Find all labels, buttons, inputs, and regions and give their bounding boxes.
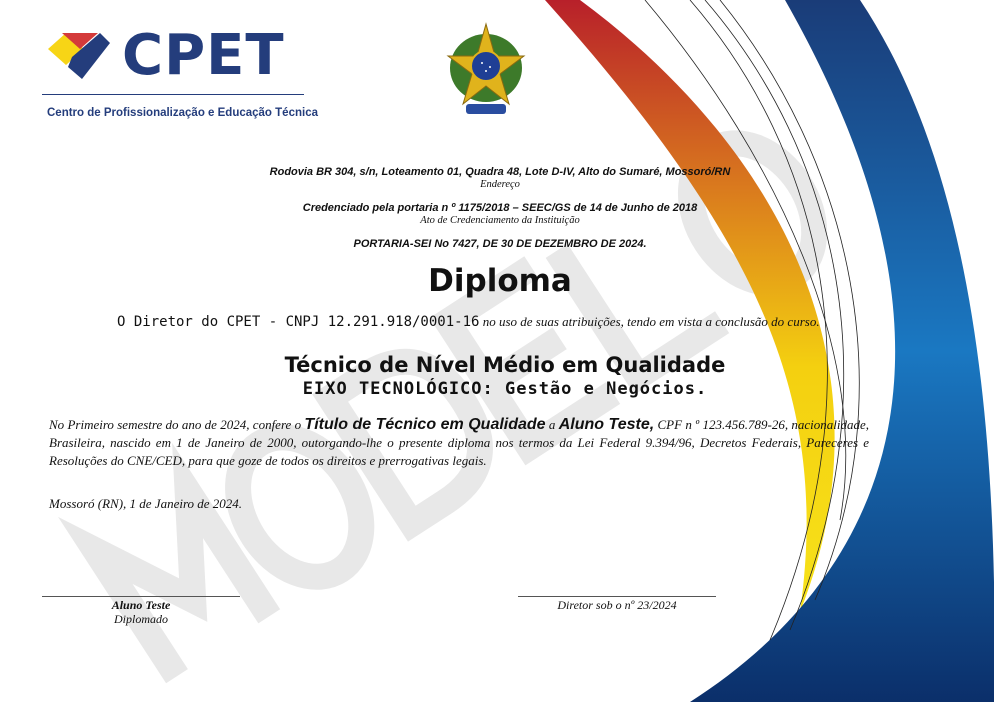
intro-text [117, 312, 820, 331]
body-title: Título de Técnico em Qualidade [304, 416, 546, 433]
accreditation: Credenciado pela portaria n º 1175/2018 – SEEC/GS de 14 de Junho de 2018 [302, 202, 698, 214]
intro-director: O Diretor do CPET - CNPJ 12.291.918/0001-16 [117, 314, 480, 330]
diploma-body [49, 416, 869, 470]
course-axis: EIXO TECNOLÓGICO: Gestão e Negócios. [302, 379, 708, 399]
coat-of-arms-icon [446, 18, 526, 124]
body-text: a [545, 417, 559, 432]
logo-brand: CPET [122, 23, 285, 88]
diploma-title: Diploma [428, 263, 572, 299]
signature-line-director [518, 596, 716, 597]
blue-band [690, 0, 994, 702]
diamond-logo-icon [48, 33, 110, 81]
logo-divider [42, 94, 304, 95]
student-name: Aluno Teste, [558, 416, 655, 433]
signature-line-student [42, 596, 240, 597]
course-name: Técnico de Nível Médio em Qualidade [284, 353, 726, 377]
cpet-logo [48, 33, 110, 85]
signature-student-name: Aluno Teste [111, 598, 171, 612]
place-date: Mossoró (RN), 1 de Janeiro de 2024. [49, 496, 243, 511]
ordinance: PORTARIA-SEI No 7427, DE 30 DE DEZEMBRO DE 2024. [353, 238, 647, 250]
accreditation-label: Ato de Credenciamento da Instituição [420, 215, 580, 226]
signature-student-role: Diplomado [114, 612, 168, 626]
body-text: No Primeiro semestre do ano de 2024, confere o [49, 417, 305, 432]
signature-director: Diretor sob o nº 23/2024 [557, 598, 677, 612]
body-text: CPF n º 123.456.789-26, nacionalidade, Brasileira, nascido em 1 de Janeiro de 2000, outorgando-lhe o presente diploma nos termos da Lei Federal 9.394/96, Decretos Federais, Pareceres e Resoluções do CNE/CED, para que goze de todos os direitos e prerrogativas legais. [49, 417, 870, 468]
intro-rest: no uso de suas atribuições, tendo em vista a conclusão do curso. [479, 314, 820, 329]
address: Rodovia BR 304, s/n, Loteamento 01, Quadra 48, Lote D-IV, Alto do Sumaré, Mossoró/RN [269, 166, 731, 178]
logo-subtitle: Centro de Profissionalização e Educação Técnica [47, 107, 318, 119]
address-label: Endereço [480, 179, 520, 190]
